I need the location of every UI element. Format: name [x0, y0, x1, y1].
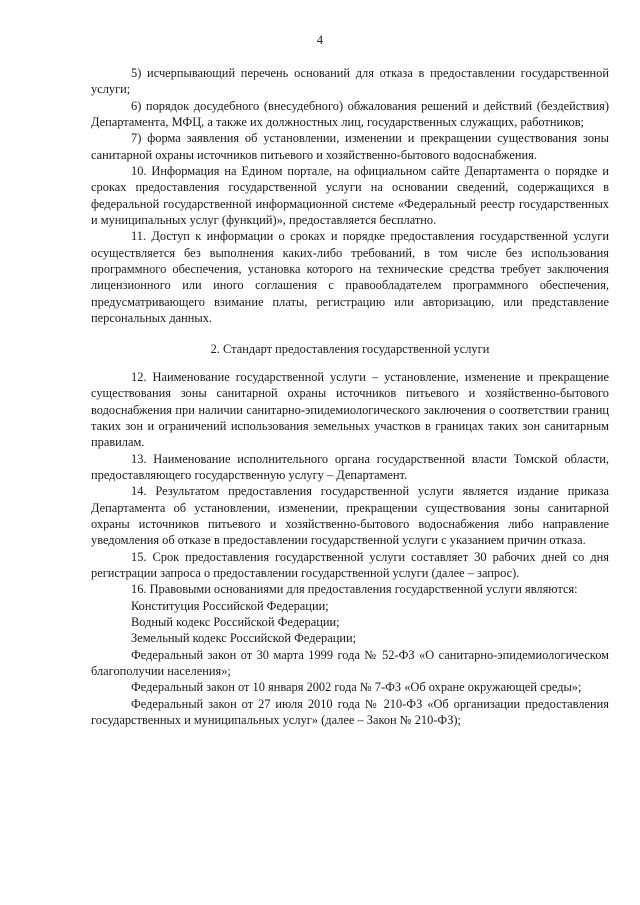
- legal-basis-constitution: Конституция Российской Федерации;: [131, 598, 329, 613]
- paragraph-13: 13. Наименование исполнительного органа государственной власти Томской области, предоставляющего государственную услугу – Департамент.: [91, 451, 609, 482]
- paragraph-16: 16. Правовыми основаниями для предоставления государственной услуги являются:: [131, 582, 578, 597]
- paragraph-10: 10. Информация на Едином портале, на официальном сайте Департамента о порядке и сроках предоставления государственной услуги на основании сведений, содержащихся в федеральной государственной информационной системе «Федеральный реестр государственных и муниципальных услуг (функций)», предоставляется бесплатно.: [91, 164, 609, 228]
- paragraph-11: 11. Доступ к информации о сроках и порядке предоставления государственной услуги осуществляется без выполнения каких-либо требований, в том числе без использования программного обеспечения, установка которого на технические средства требует заключения лицензионного или иного соглашения с правообладателем программного обеспечения, предусматривающего взимание платы, регистрацию или авторизацию, или представление персональных данных.: [91, 229, 609, 326]
- legal-basis-law-7fz: Федеральный закон от 10 января 2002 года № 7-ФЗ «Об охране окружающей среды»;: [131, 680, 582, 695]
- legal-basis-water-code: Водный кодекс Российской Федерации;: [131, 615, 340, 629]
- paragraph-item-6: 6) порядок досудебного (внесудебного) обжалования решений и действий (бездействия) Департамента, МФЦ, а также их должностных лиц, государственных служащих, работников;: [91, 98, 609, 130]
- page-number: 4: [316, 33, 324, 47]
- legal-basis-land-code: Земельный кодекс Российской Федерации;: [131, 631, 357, 646]
- document-body: [91, 65, 609, 728]
- legal-basis-law-210fz: Федеральный закон от 27 июля 2010 года № 210-ФЗ «Об организации предоставления государственных и муниципальных услуг» (далее – Закон № 210-ФЗ);: [91, 696, 609, 728]
- paragraph-item-7: 7) форма заявления об установлении, изменении и прекращении существования зоны санитарной охраны источников питьевого и хозяйственно-бытового водоснабжения.: [91, 131, 609, 162]
- paragraph-14: 14. Результатом предоставления государственной услуги является издание приказа Департамента об установлении, изменении, прекращении существования зоны санитарной охраны источников питьевого и хозяйственно-бытового водоснабжения либо направление уведомления об отказе в предоставлении государственной услуги с указанием причин отказа.: [91, 484, 609, 548]
- legal-basis-law-52fz: Федеральный закон от 30 марта 1999 года № 52-ФЗ «О санитарно-эпидемиологическом благополучии населения»;: [91, 647, 609, 679]
- paragraph-15: 15. Срок предоставления государственной услуги составляет 30 рабочих дней со дня регистрации запроса о предоставлении государственной услуги (далее – запрос).: [91, 549, 609, 580]
- paragraph-12: 12. Наименование государственной услуги – установление, изменение и прекращение существования зоны санитарной охраны источников питьевого и хозяйственно-бытового водоснабжения при наличии санитарно-эпидемиологического заключения о соответствии границ таких зон и ограничений использования земельных участков в границах таких зон санитарным правилам.: [91, 369, 609, 450]
- paragraph-item-5: 5) исчерпывающий перечень оснований для отказа в предоставлении государственной услуги;: [91, 66, 609, 97]
- section-heading: 2. Стандарт предоставления государственной услуги: [210, 341, 490, 356]
